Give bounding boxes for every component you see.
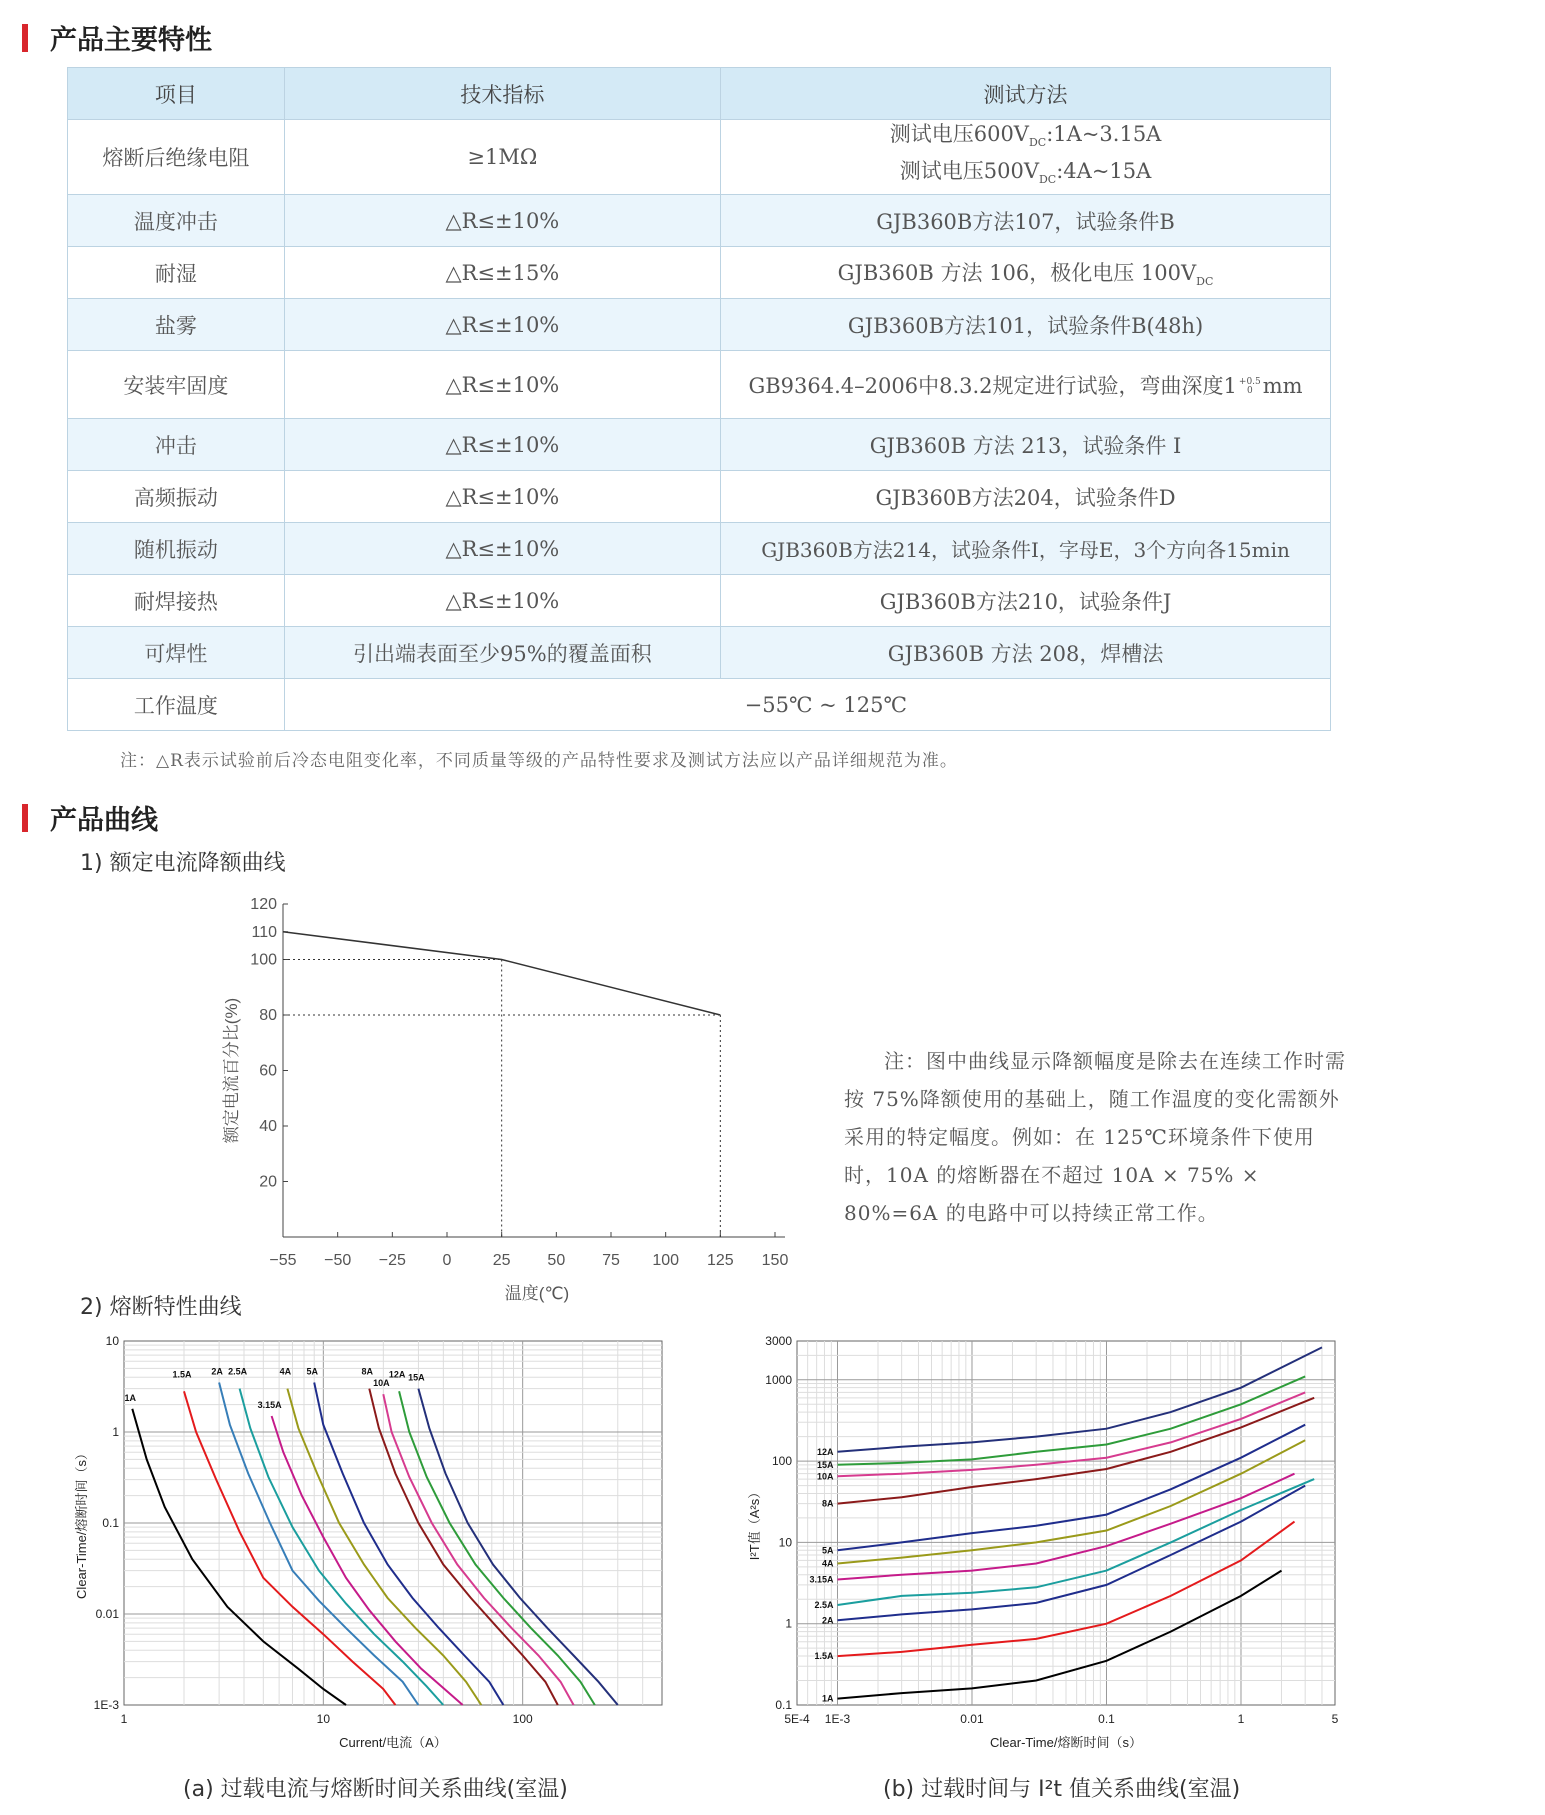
row-item: 熔断后绝缘电阻 bbox=[68, 120, 285, 195]
time-i2t-chart bbox=[735, 1335, 1355, 1760]
caption-a: (a) 过载电流与熔断时间关系曲线(室温) bbox=[183, 1777, 568, 1802]
series-label: 1.5A bbox=[172, 1369, 192, 1380]
derating-note: 注：图中曲线显示降额幅度是除去在连续工作时需按 75%降额使用的基础上，随工作温度的变化需额外采用的特定幅度。例如：在 125℃环境条件下使用时，10A 的熔断器在不超过 10A × 75% × 80%=6A 的电路中可以持续正常工作。 bbox=[844, 1049, 1346, 1225]
derating-subtitle: 1) 额定电流降额曲线 bbox=[80, 851, 286, 876]
series-label: 2A bbox=[211, 1366, 223, 1377]
series-label: 4A bbox=[279, 1366, 292, 1377]
features-section-title bbox=[22, 18, 212, 57]
row-item: 冲击 bbox=[68, 419, 285, 471]
table-row bbox=[68, 120, 1331, 195]
y-tick-label: 1000 bbox=[765, 1372, 792, 1387]
row-method: 测试电压$600V_{DC}:1A\sim 3.15A$ 测试电压$500V_{DC}:4A\sim 15A$ bbox=[721, 120, 1331, 195]
table-row bbox=[68, 471, 1331, 523]
title-marker bbox=[22, 804, 28, 832]
series-label: 2.5A bbox=[228, 1366, 248, 1377]
y-tick-label: 40 bbox=[259, 1118, 277, 1135]
row-item: 盐雾 bbox=[68, 299, 285, 351]
row-method: GB9364.4–2006中8.3.2规定进行试验，弯曲深度1 +0.5 0 mm bbox=[721, 351, 1331, 419]
table-row bbox=[68, 247, 1331, 299]
series-label: 10A bbox=[373, 1378, 390, 1389]
row-item: 温度冲击 bbox=[68, 195, 285, 247]
series-label: 2A bbox=[821, 1615, 834, 1626]
current-time-chart bbox=[62, 1335, 692, 1760]
series-label: 12A bbox=[816, 1446, 834, 1457]
y-tick-label: 60 bbox=[259, 1062, 277, 1080]
series-label: 10A bbox=[816, 1471, 834, 1482]
row-method: GJB360B 方法 208，焊槽法 bbox=[721, 627, 1331, 679]
table-row bbox=[68, 627, 1331, 679]
y-tick-label: 80 bbox=[259, 1007, 277, 1024]
table-row bbox=[68, 299, 1331, 351]
y-axis-label: I²T值（A²s） bbox=[747, 1485, 762, 1561]
row-method: GJB360B 方法 106，极化电压 $100V_{DC}$ bbox=[721, 247, 1331, 299]
y-tick-label: 120 bbox=[250, 896, 277, 913]
series-label: 4A bbox=[821, 1558, 834, 1569]
x-tick-label: 5 bbox=[1331, 1712, 1339, 1726]
table-row bbox=[68, 523, 1331, 575]
row-spec: △R≤±10% bbox=[284, 523, 720, 575]
x-tick-label: −25 bbox=[378, 1252, 406, 1269]
title-marker bbox=[22, 24, 28, 52]
series-label: 15A bbox=[408, 1372, 425, 1383]
row-item: 耐湿 bbox=[68, 247, 285, 299]
row-method: GJB360B 方法 213，试验条件 I bbox=[721, 419, 1331, 471]
series-label: 5A bbox=[306, 1366, 318, 1377]
x-tick-label: 0.1 bbox=[1098, 1712, 1115, 1726]
table-row bbox=[68, 575, 1331, 627]
row-spec: △R≤±10% bbox=[284, 299, 720, 351]
y-tick-label: 0.1 bbox=[102, 1516, 119, 1530]
y-tick-label: 3000 bbox=[765, 1335, 792, 1348]
series-label: 12A bbox=[388, 1369, 406, 1380]
series-label: 1.5A bbox=[814, 1651, 834, 1662]
series-label: 2.5A bbox=[814, 1599, 834, 1610]
series-label: 5A bbox=[821, 1545, 834, 1556]
table-row bbox=[68, 419, 1331, 471]
row-method: GJB360B方法101，试验条件B(48h) bbox=[721, 299, 1331, 351]
x-tick-label: 0 bbox=[442, 1252, 452, 1269]
row-method: GJB360B方法107，试验条件B bbox=[721, 195, 1331, 247]
row-item: 随机振动 bbox=[68, 523, 285, 575]
y-tick-label: 0.01 bbox=[95, 1607, 119, 1621]
row-item: 工作温度 bbox=[68, 679, 285, 731]
x-tick-label: 0.01 bbox=[960, 1712, 984, 1726]
x-tick-label: −50 bbox=[324, 1252, 352, 1269]
derating-line bbox=[283, 932, 720, 1015]
row-spec: △R≤±10% bbox=[284, 419, 720, 471]
x-axis-label: Current/电流（A） bbox=[339, 1735, 447, 1750]
x-tick-label: 100 bbox=[512, 1712, 533, 1726]
x-tick-label: 125 bbox=[706, 1252, 734, 1269]
x-axis-label: 温度(℃) bbox=[504, 1284, 570, 1303]
table-row bbox=[68, 679, 1331, 731]
row-spec: △R≤±15% bbox=[284, 247, 720, 299]
series-label: 3.15A bbox=[809, 1574, 834, 1585]
x-tick-label: 50 bbox=[547, 1252, 566, 1269]
series-label: 8A bbox=[361, 1366, 374, 1377]
y-axis-label: Clear-Time/熔断时间（s） bbox=[74, 1447, 89, 1599]
row-item: 安装牢固度 bbox=[68, 351, 285, 419]
y-tick-label: 100 bbox=[771, 1454, 792, 1469]
x-tick-label: 1 bbox=[1237, 1712, 1245, 1726]
row-item: 高频振动 bbox=[68, 471, 285, 523]
row-method: GJB360B方法214，试验条件I，字母E，3个方向各15min bbox=[721, 523, 1331, 575]
x-tick-label: 1E-3 bbox=[824, 1712, 851, 1726]
row-item: 耐焊接热 bbox=[68, 575, 285, 627]
fuse-curve-subtitle: 2) 熔断特性曲线 bbox=[80, 1295, 242, 1320]
row-merged-value: −55℃ ~ 125℃ bbox=[284, 679, 1330, 731]
header-spec: 技术指标 bbox=[284, 68, 720, 120]
series-label: 15A bbox=[816, 1459, 834, 1470]
caption-b: (b) 过载时间与 I²t 值关系曲线(室温) bbox=[883, 1777, 1241, 1802]
spec-table bbox=[67, 67, 1331, 731]
series-label: 8A bbox=[821, 1498, 834, 1509]
curves-title-text: 产品曲线 bbox=[50, 805, 158, 836]
y-tick-label: 20 bbox=[259, 1173, 277, 1191]
table-header-row bbox=[68, 68, 1331, 120]
header-method: 测试方法 bbox=[721, 68, 1331, 120]
y-tick-label: 10 bbox=[105, 1335, 119, 1348]
header-item: 项目 bbox=[68, 68, 285, 120]
row-spec: △R≤±10% bbox=[284, 575, 720, 627]
row-spec: △R≤±10% bbox=[284, 195, 720, 247]
row-method: GJB360B方法204，试验条件D bbox=[721, 471, 1331, 523]
row-spec: △R≤±10% bbox=[284, 351, 720, 419]
table-note: 注：△R表示试验前后冷态电阻变化率，不同质量等级的产品特性要求及测试方法应以产品详细规范为准。 bbox=[120, 751, 958, 771]
row-spec: ≥1MΩ bbox=[284, 120, 720, 195]
x-tick-label: 150 bbox=[761, 1252, 789, 1269]
x-tick-label: 25 bbox=[492, 1252, 511, 1269]
y-tick-label: 0.1 bbox=[775, 1698, 792, 1712]
curves-section-title bbox=[22, 798, 158, 837]
y-tick-label: 100 bbox=[250, 951, 277, 969]
x-axis-label: Clear-Time/熔断时间（s） bbox=[990, 1735, 1142, 1750]
y-tick-label: 1 bbox=[112, 1425, 119, 1439]
y-tick-label: 110 bbox=[251, 923, 277, 941]
y-tick-label: 10 bbox=[778, 1535, 792, 1550]
y-axis-label: 额定电流百分比(%) bbox=[222, 997, 241, 1144]
row-spec: △R≤±10% bbox=[284, 471, 720, 523]
y-tick-label: 1E-3 bbox=[93, 1698, 119, 1712]
x-tick-label: −55 bbox=[269, 1252, 297, 1269]
x-tick-label: 5E-4 bbox=[784, 1712, 810, 1726]
table-row bbox=[68, 195, 1331, 247]
x-tick-label: 75 bbox=[602, 1252, 620, 1269]
row-item: 可焊性 bbox=[68, 627, 285, 679]
derating-chart bbox=[215, 892, 835, 1312]
y-tick-label: 1 bbox=[785, 1616, 792, 1631]
series-label: 1A bbox=[821, 1693, 834, 1704]
x-tick-label: 100 bbox=[652, 1252, 680, 1269]
row-method: GJB360B方法210，试验条件J bbox=[721, 575, 1331, 627]
series-label: 1A bbox=[124, 1392, 137, 1403]
row-spec: 引出端表面至少95%的覆盖面积 bbox=[284, 627, 720, 679]
series-label: 3.15A bbox=[257, 1399, 282, 1410]
x-tick-label: 1 bbox=[120, 1712, 128, 1726]
features-title-text: 产品主要特性 bbox=[50, 25, 212, 56]
x-tick-label: 10 bbox=[316, 1712, 331, 1726]
table-row bbox=[68, 351, 1331, 419]
